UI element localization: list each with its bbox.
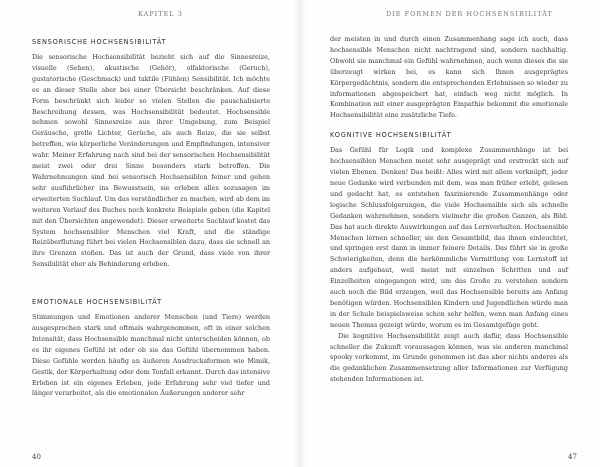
running-head-left: KAPITEL 3 xyxy=(138,10,183,18)
page-number-left: 40 xyxy=(32,453,41,461)
paragraph-sensory: Die sensorische Hochsensibilität bezieht sich auf die Sinnesreize, visuelle (Sehen), akustische (Gehör), olfaktorische (Geruch), gustatorische (Geschmack) und taktile (Fühlen) Sensibilität. Ich möchte es an dieser Stelle aber bei einer Übersicht beschränken. Auf diese Form beschränkt sich leider so vielen Stellen die pauschalisierte Beschreibung dessen, was Hochsensibilität bedeutet. Hochsensible nehmen sowohl Sinnesreize aus ihrer Umgebung, zum Beispiel Geräusche, grelle Lichter, Gerüche, als auch Reize, die sie selbst betreffen, wie körperliche Veränderungen und Empfindungen, intensiver wahr. Meiner Erfahrung nach sind bei der sensorischen Hochsensibilität meist zwei oder drei Sinne besonders stark betroffen. Die Wahrnehmungen sind bei sensorisch Hochsensiblen feiner und gehen sehr ausführlicher ins Bewusstsein, sie erleben alles sozusagen im erweiterten Suchlauf. Um das verständlicher zu machen, wird ab dem im weiteren Verlauf des Buches noch konkrete Beispiele geben (die Kapitel mit den Übersichten angewendet). Dieser erweiterte Suchlauf kostet das System hochsensibler Menschen viel Kraft, und die ständige Reizüberflutung führt bei vielen Hochsensiblen dazu, dass sie schnell an ihre Grenzen stoßen. Das ist auch der Grund, dass viele von ihrer Sensibilität eher als Behinderung erleben. xyxy=(32,53,270,269)
section-heading-sensory: SENSORISCHE HOCHSENSIBILITÄT xyxy=(32,38,167,46)
paragraph-emotional: Stimmungen und Emotionen anderer Menschen (und Tiere) werden ausgesprochen stark und oftmals wahrgenommen, oft in einer solchen Intensität, dass Hochsensible manchmal nicht unterscheiden können, ob es ihr eigenes Gefühl ist oder ob sie das Gefühl übernommen haben. Diese Gefühle werden häufig an äußeren Ausdrucksformen wie Mimik, Gestik, der Körperhaltung oder dem Tonfall erkannt. Durch das intensive Erleben ist ein eigenes Erleben, jede Erfahrung sehr viel tiefer und länger verarbeitet, als die emotionalen Äußerungen anderer sehr xyxy=(32,313,270,398)
book-gutter xyxy=(294,0,306,467)
paragraph-cognitive-1: Das Gefühl für Logik und komplexe Zusammenhänge ist bei hochsensiblen Menschen meist sehr ausgeprägt und erstreckt sich auf vielen Ebenen. Denken! Das heißt: Alles wird mit allem verknüpft, jeder neue Gedanke wird verbunden mit dem, was man früher erlebt, gelesen und gedacht hat, es entstehen faszinierende Zusammenhänge oder logische Schlussfolgerungen, die viele Hochsensible sich als schnelle Gedanken wahrnehmen, sondern vielmehr die großen Ganzen, als Bild. Das hat auch direkte Auswirkungen auf das Lernverhalten. Hochsensible Menschen lernen schneller, sie den Gesamtbild, das ihnen einleuchtet, und springen erst dann in immer feinere Details. Das führt sie in große Schwierigkeiten, denn die herkömmliche Vermittlung von Lernstoff ist anders aufgebaut, weil meist mit einzelnen Schritten und auf Einzelheiten eingegangen wird, um das Große zu verstehen sondern auch noch die Bild erzeugen, weil das Hochsensible bereits am Anfang benötigen würden. Hochsensiblen Kindern und Jugendlichen würde man in der Schule beispielsweise schon sehr helfen, wenn man Anfang eines neuen Themas gezeigt würde, worum es im Gesamtgefüge geht. xyxy=(330,146,568,329)
page-number-right: 47 xyxy=(568,453,577,461)
section-heading-cognitive: KOGNITIVE HOCHSENSIBILITÄT xyxy=(330,131,452,140)
running-head-right: DIE FORMEN DER HOCHSENSIBILITÄT xyxy=(386,10,553,18)
right-page-content xyxy=(330,34,568,385)
paragraph-emotional-continued: der meisten in und durch einen Zusammenhang sage ich auch, dass hochsensible Menschen nicht nachtragend sind, sondern nachhaltig. Obwohl sie manchmal ein Gefühl wahrnehmen, auch wenn dieses die sie überzeugt wirken bei, es kann sich Ihnen ausgeprägtes Körpergedächtnis, sondern die entsprechenden Erlebnissen so wieder zu informationen abgespeichert hat, einfach weg nicht möglich. In Kombination mit einer ausgeprägten Empathie bekommt die emotionale Hochsensibilität eine zusätzliche Tiefe. xyxy=(330,35,568,120)
paragraph-cognitive-2: Die kognitive Hochsensibilität zeigt auch dafür, dass Hochsensible schneller die Zukunft voraussagen können, was sie anderen manchmal spooky vorkommt, im Grunde genommen ist das aber nichts anderes als die gedanklichen Zusammensetzung aller Informationen zur Verfügung stehenden Informationen ist. xyxy=(330,331,568,384)
left-page-content xyxy=(32,38,270,399)
section-heading-emotional: EMOTIONALE HOCHSENSIBILITÄT xyxy=(32,298,162,307)
right-page xyxy=(300,0,600,467)
